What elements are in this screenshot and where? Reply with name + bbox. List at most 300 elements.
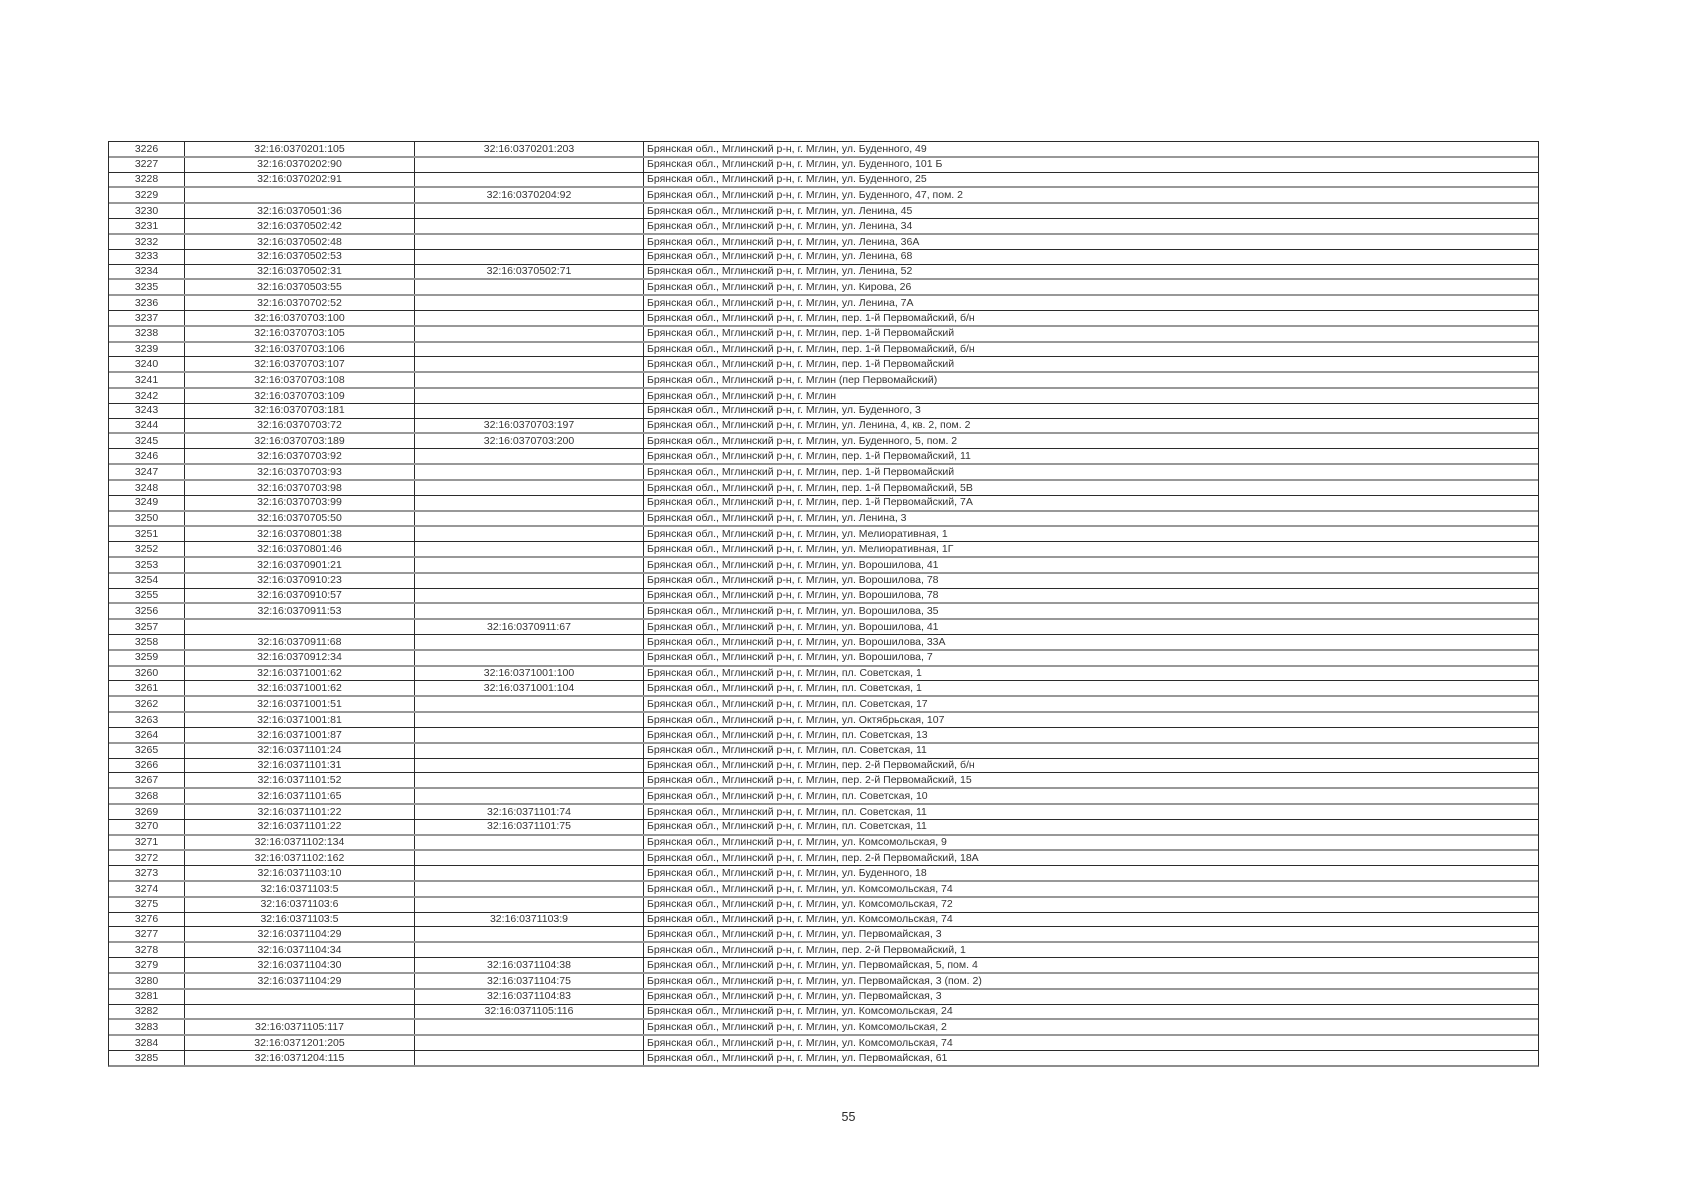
- cadastral-number-1-cell: 32:16:0371103:10: [184, 866, 414, 880]
- cadastral-number-1-cell: 32:16:0371101:24: [184, 744, 414, 758]
- table-row: [109, 371, 1538, 387]
- cadastral-number-1-cell: 32:16:0371105:117: [184, 1020, 414, 1034]
- row-number-cell: 3252: [134, 542, 159, 555]
- cadastral-number-1-cell: 32:16:0371001:87: [184, 728, 414, 742]
- cadastral-number-2-cell: [414, 574, 643, 588]
- cadastral-number-1-cell: 32:16:0370702:52: [184, 296, 414, 310]
- table-row: [109, 819, 1538, 834]
- address-cell: Брянская обл., Мглинский р-н, г. Мглин, ул. Комсомольская, 72: [643, 898, 1538, 912]
- table-row: [109, 310, 1538, 325]
- table-row: [109, 665, 1538, 681]
- cadastral-number-1-cell: 32:16:0370502:53: [184, 250, 414, 264]
- cadastral-number-2-cell: [414, 158, 643, 172]
- address-cell: Брянская обл., Мглинский р-н, г. Мглин, пл. Советская, 11: [643, 805, 1538, 819]
- table-row: [109, 957, 1538, 972]
- table-row: [109, 325, 1538, 341]
- address-cell: Брянская обл., Мглинский р-н, г. Мглин, пер. 1-й Первомайский: [643, 465, 1538, 479]
- table-row: [109, 602, 1538, 618]
- address-cell: Брянская обл., Мглинский р-н, г. Мглин, пл. Советская, 1: [643, 667, 1538, 681]
- row-number-cell: 3279: [134, 958, 159, 971]
- cadastral-number-1-cell: 32:16:0370502:42: [184, 219, 414, 233]
- cadastral-number-2-cell: [414, 898, 643, 912]
- table-row: [109, 463, 1538, 479]
- row-number-cell: 3237: [134, 311, 159, 324]
- cadastral-number-2-cell: [414, 651, 643, 665]
- table-row: [109, 912, 1538, 927]
- cadastral-number-2-cell: [414, 1020, 643, 1034]
- cadastral-number-2-cell: [414, 759, 643, 773]
- table-row: [109, 695, 1538, 711]
- address-cell: Брянская обл., Мглинский р-н, г. Мглин, ул. Комсомольская, 74: [643, 913, 1538, 927]
- table-row: [109, 742, 1538, 758]
- cadastral-number-2-cell: [414, 327, 643, 341]
- cadastral-number-1-cell: 32:16:0370202:91: [184, 173, 414, 187]
- row-number-cell: 3273: [134, 866, 159, 879]
- address-cell: Брянская обл., Мглинский р-н, г. Мглин (пер Первомайский): [643, 373, 1538, 387]
- row-number-cell: 3259: [134, 651, 159, 664]
- row-number-cell: 3265: [134, 744, 159, 757]
- row-number-cell: 3281: [134, 990, 159, 1003]
- row-number-cell: 3261: [134, 682, 159, 695]
- cadastral-number-1-cell: 32:16:0370703:99: [184, 496, 414, 510]
- cadastral-parcels-table: [108, 141, 1539, 1067]
- table-row: [109, 172, 1538, 187]
- address-cell: Брянская обл., Мглинский р-н, г. Мглин, ул. Ворошилова, 41: [643, 558, 1538, 572]
- row-number-cell: 3242: [134, 389, 159, 402]
- cadastral-number-2-cell: [414, 558, 643, 572]
- row-number-cell: 3255: [134, 589, 159, 602]
- row-number-cell: 3238: [134, 327, 159, 340]
- address-cell: Брянская обл., Мглинский р-н, г. Мглин, ул. Ворошилова, 33А: [643, 635, 1538, 649]
- table-row: [109, 142, 1538, 156]
- row-number-cell: 3248: [134, 481, 159, 494]
- cadastral-number-2-cell: [414, 512, 643, 526]
- table-row: [109, 1018, 1538, 1034]
- address-cell: Брянская обл., Мглинский р-н, г. Мглин, ул. Ворошилова, 78: [643, 589, 1538, 603]
- cadastral-number-1-cell: 32:16:0370703:93: [184, 465, 414, 479]
- row-number-cell: 3283: [134, 1020, 159, 1033]
- table-row: [109, 541, 1538, 556]
- row-number-cell: 3280: [134, 974, 159, 987]
- cadastral-number-1-cell: 32:16:0371104:34: [184, 943, 414, 957]
- table-row: [109, 588, 1538, 603]
- address-cell: Брянская обл., Мглинский р-н, г. Мглин, ул. Ленина, 68: [643, 250, 1538, 264]
- row-number-cell: 3250: [134, 512, 159, 525]
- page-number: 55: [841, 1110, 856, 1124]
- cadastral-number-2-cell: [414, 728, 643, 742]
- table-row: [109, 926, 1538, 941]
- table-row: [109, 727, 1538, 742]
- cadastral-number-2-cell: [414, 173, 643, 187]
- table-row: [109, 556, 1538, 572]
- cadastral-number-2-cell: [414, 1036, 643, 1050]
- address-cell: Брянская обл., Мглинский р-н, г. Мглин, ул. Комсомольская, 9: [643, 836, 1538, 850]
- row-number-cell: 3272: [134, 852, 159, 865]
- table-row: [109, 264, 1538, 279]
- cadastral-number-2-cell: 32:16:0371104:38: [414, 958, 643, 972]
- address-cell: Брянская обл., Мглинский р-н, г. Мглин, ул. Октябрьская, 107: [643, 713, 1538, 727]
- address-cell: Брянская обл., Мглинский р-н, г. Мглин, ул. Ворошилова, 41: [643, 620, 1538, 634]
- address-cell: Брянская обл., Мглинский р-н, г. Мглин, ул. Буденного, 5, пом. 2: [643, 434, 1538, 448]
- row-number-cell: 3247: [134, 465, 159, 478]
- row-number-cell: 3274: [134, 882, 159, 895]
- cadastral-number-1-cell: 32:16:0370801:46: [184, 542, 414, 556]
- cadastral-number-2-cell: [414, 481, 643, 495]
- row-number-cell: 3260: [134, 667, 159, 680]
- cadastral-number-1-cell: 32:16:0370703:72: [184, 419, 414, 433]
- address-cell: Брянская обл., Мглинский р-н, г. Мглин, пл. Советская, 11: [643, 820, 1538, 834]
- cadastral-number-2-cell: [414, 204, 643, 218]
- address-cell: Брянская обл., Мглинский р-н, г. Мглин, ул. Первомайская, 3: [643, 927, 1538, 941]
- cadastral-number-1-cell: 32:16:0370911:53: [184, 604, 414, 618]
- cadastral-number-1-cell: 32:16:0370202:90: [184, 158, 414, 172]
- cadastral-number-1-cell: 32:16:0371201:205: [184, 1036, 414, 1050]
- cadastral-number-1-cell: 32:16:0370910:23: [184, 574, 414, 588]
- cadastral-number-1-cell: 32:16:0371001:62: [184, 667, 414, 681]
- cadastral-number-1-cell: 32:16:0371101:52: [184, 773, 414, 787]
- table-row: [109, 941, 1538, 957]
- table-row: [109, 403, 1538, 418]
- table-row: [109, 849, 1538, 865]
- address-cell: Брянская обл., Мглинский р-н, г. Мглин, пл. Советская, 1: [643, 681, 1538, 695]
- cadastral-number-2-cell: [414, 389, 643, 403]
- address-cell: Брянская обл., Мглинский р-н, г. Мглин, ул. Буденного, 18: [643, 866, 1538, 880]
- row-number-cell: 3257: [134, 620, 159, 633]
- row-number-cell: 3249: [134, 496, 159, 509]
- cadastral-number-1-cell: 32:16:0370703:106: [184, 343, 414, 357]
- cadastral-number-2-cell: [414, 1051, 643, 1065]
- cadastral-number-2-cell: [414, 465, 643, 479]
- cadastral-number-2-cell: [414, 866, 643, 880]
- address-cell: Брянская обл., Мглинский р-н, г. Мглин, ул. Буденного, 49: [643, 142, 1538, 156]
- row-number-cell: 3282: [134, 1005, 159, 1018]
- cadastral-number-1-cell: 32:16:0370912:34: [184, 651, 414, 665]
- address-cell: Брянская обл., Мглинский р-н, г. Мглин, ул. Ворошилова, 7: [643, 651, 1538, 665]
- cadastral-number-1-cell: 32:16:0371001:81: [184, 713, 414, 727]
- cadastral-number-2-cell: [414, 373, 643, 387]
- cadastral-number-1-cell: 32:16:0371103:5: [184, 913, 414, 927]
- address-cell: Брянская обл., Мглинский р-н, г. Мглин, ул. Первомайская, 3: [643, 990, 1538, 1004]
- cadastral-number-1-cell: [184, 1005, 414, 1019]
- cadastral-number-1-cell: 32:16:0371104:30: [184, 958, 414, 972]
- cadastral-number-1-cell: 32:16:0371101:22: [184, 805, 414, 819]
- cadastral-number-1-cell: [184, 990, 414, 1004]
- row-number-cell: 3271: [134, 836, 159, 849]
- row-number-cell: 3241: [134, 373, 159, 386]
- row-number-cell: 3229: [134, 189, 159, 202]
- address-cell: Брянская обл., Мглинский р-н, г. Мглин, пер. 1-й Первомайский: [643, 357, 1538, 371]
- cadastral-number-1-cell: 32:16:0371103:5: [184, 882, 414, 896]
- table-row: [109, 711, 1538, 727]
- row-number-cell: 3233: [134, 250, 159, 263]
- row-number-cell: 3267: [134, 773, 159, 786]
- table-row: [109, 803, 1538, 819]
- address-cell: Брянская обл., Мглинский р-н, г. Мглин, ул. Мелиоративная, 1: [643, 527, 1538, 541]
- table-row: [109, 787, 1538, 803]
- row-number-cell: 3262: [134, 697, 159, 710]
- table-row: [109, 758, 1538, 773]
- address-cell: Брянская обл., Мглинский р-н, г. Мглин, ул. Ленина, 34: [643, 219, 1538, 233]
- address-cell: Брянская обл., Мглинский р-н, г. Мглин, ул. Ленина, 36А: [643, 235, 1538, 249]
- address-cell: Брянская обл., Мглинский р-н, г. Мглин, пер. 2-й Первомайский, 1: [643, 943, 1538, 957]
- cadastral-number-2-cell: 32:16:0371101:74: [414, 805, 643, 819]
- cadastral-number-2-cell: [414, 927, 643, 941]
- table-row: [109, 988, 1538, 1004]
- row-number-cell: 3244: [134, 419, 159, 432]
- address-cell: Брянская обл., Мглинский р-н, г. Мглин, ул. Буденного, 101 Б: [643, 158, 1538, 172]
- address-cell: Брянская обл., Мглинский р-н, г. Мглин: [643, 389, 1538, 403]
- table-row: [109, 294, 1538, 310]
- row-number-cell: 3254: [134, 574, 159, 587]
- cadastral-number-2-cell: 32:16:0371105:116: [414, 1005, 643, 1019]
- table-row: [109, 233, 1538, 249]
- address-cell: Брянская обл., Мглинский р-н, г. Мглин, пер. 1-й Первомайский, б/н: [643, 343, 1538, 357]
- cadastral-number-1-cell: 32:16:0371103:6: [184, 898, 414, 912]
- address-cell: Брянская обл., Мглинский р-н, г. Мглин, пер. 1-й Первомайский, 5В: [643, 481, 1538, 495]
- address-cell: Брянская обл., Мглинский р-н, г. Мглин, ул. Кирова, 26: [643, 280, 1538, 294]
- cadastral-number-2-cell: [414, 789, 643, 803]
- cadastral-number-1-cell: 32:16:0371204:115: [184, 1051, 414, 1065]
- cadastral-number-2-cell: [414, 250, 643, 264]
- cadastral-number-2-cell: 32:16:0370703:200: [414, 434, 643, 448]
- cadastral-number-1-cell: 32:16:0370201:105: [184, 142, 414, 156]
- address-cell: Брянская обл., Мглинский р-н, г. Мглин, ул. Ворошилова, 78: [643, 574, 1538, 588]
- address-cell: Брянская обл., Мглинский р-н, г. Мглин, ул. Комсомольская, 2: [643, 1020, 1538, 1034]
- row-number-cell: 3269: [134, 805, 159, 818]
- address-cell: Брянская обл., Мглинский р-н, г. Мглин, пл. Советская, 11: [643, 744, 1538, 758]
- table-row: [109, 387, 1538, 403]
- row-number-cell: 3226: [134, 142, 159, 155]
- cadastral-number-1-cell: 32:16:0370705:50: [184, 512, 414, 526]
- address-cell: Брянская обл., Мглинский р-н, г. Мглин, ул. Ворошилова, 35: [643, 604, 1538, 618]
- cadastral-number-2-cell: 32:16:0370703:197: [414, 419, 643, 433]
- cadastral-number-2-cell: [414, 943, 643, 957]
- cadastral-number-2-cell: [414, 311, 643, 325]
- cadastral-number-1-cell: 32:16:0370703:109: [184, 389, 414, 403]
- table-row: [109, 495, 1538, 510]
- row-number-cell: 3232: [134, 235, 159, 248]
- cadastral-number-1-cell: 32:16:0370703:108: [184, 373, 414, 387]
- table-row: [109, 972, 1538, 988]
- address-cell: Брянская обл., Мглинский р-н, г. Мглин, ул. Буденного, 3: [643, 404, 1538, 418]
- row-number-cell: 3230: [134, 204, 159, 217]
- address-cell: Брянская обл., Мглинский р-н, г. Мглин, пер. 1-й Первомайский, 7А: [643, 496, 1538, 510]
- table-row: [109, 525, 1538, 541]
- cadastral-number-1-cell: 32:16:0370703:181: [184, 404, 414, 418]
- row-number-cell: 3236: [134, 296, 159, 309]
- address-cell: Брянская обл., Мглинский р-н, г. Мглин, пер. 2-й Первомайский, 18А: [643, 851, 1538, 865]
- cadastral-number-1-cell: 32:16:0370703:189: [184, 434, 414, 448]
- table-row: [109, 1004, 1538, 1019]
- table-row: [109, 634, 1538, 649]
- cadastral-number-2-cell: [414, 604, 643, 618]
- row-number-cell: 3256: [134, 605, 159, 618]
- row-number-cell: 3235: [134, 280, 159, 293]
- cadastral-number-1-cell: 32:16:0370703:100: [184, 311, 414, 325]
- table-row: [109, 448, 1538, 463]
- row-number-cell: 3245: [134, 435, 159, 448]
- row-number-cell: 3285: [134, 1051, 159, 1064]
- table-row: [109, 880, 1538, 896]
- cadastral-number-2-cell: [414, 235, 643, 249]
- row-number-cell: 3251: [134, 527, 159, 540]
- cadastral-number-2-cell: [414, 496, 643, 510]
- cadastral-number-1-cell: 32:16:0370501:36: [184, 204, 414, 218]
- cadastral-number-1-cell: 32:16:0370703:92: [184, 449, 414, 463]
- cadastral-number-2-cell: 32:16:0371104:75: [414, 974, 643, 988]
- table-row: [109, 186, 1538, 202]
- address-cell: Брянская обл., Мглинский р-н, г. Мглин, ул. Первомайская, 3 (пом. 2): [643, 974, 1538, 988]
- cadastral-number-1-cell: 32:16:0370703:98: [184, 481, 414, 495]
- row-number-cell: 3268: [134, 789, 159, 802]
- table-row: [109, 356, 1538, 371]
- table-row: [109, 418, 1538, 433]
- address-cell: Брянская обл., Мглинский р-н, г. Мглин, пер. 1-й Первомайский, б/н: [643, 311, 1538, 325]
- cadastral-number-1-cell: 32:16:0371001:62: [184, 681, 414, 695]
- row-number-cell: 3275: [134, 898, 159, 911]
- table-row: [109, 896, 1538, 912]
- row-number-cell: 3239: [134, 343, 159, 356]
- table-row: [109, 772, 1538, 787]
- row-number-cell: 3227: [134, 158, 159, 171]
- address-cell: Брянская обл., Мглинский р-н, г. Мглин, ул. Комсомольская, 74: [643, 882, 1538, 896]
- row-number-cell: 3270: [134, 820, 159, 833]
- table-row: [109, 249, 1538, 264]
- cadastral-number-1-cell: 32:16:0371101:31: [184, 759, 414, 773]
- address-cell: Брянская обл., Мглинский р-н, г. Мглин, пер. 1-й Первомайский, 11: [643, 449, 1538, 463]
- address-cell: Брянская обл., Мглинский р-н, г. Мглин, пл. Советская, 17: [643, 697, 1538, 711]
- address-cell: Брянская обл., Мглинский р-н, г. Мглин, ул. Ленина, 52: [643, 265, 1538, 279]
- address-cell: Брянская обл., Мглинский р-н, г. Мглин, ул. Ленина, 4, кв. 2, пом. 2: [643, 419, 1538, 433]
- cadastral-number-2-cell: [414, 635, 643, 649]
- cadastral-number-2-cell: [414, 280, 643, 294]
- address-cell: Брянская обл., Мглинский р-н, г. Мглин, ул. Ленина, 7А: [643, 296, 1538, 310]
- cadastral-number-1-cell: 32:16:0370901:21: [184, 558, 414, 572]
- address-cell: Брянская обл., Мглинский р-н, г. Мглин, ул. Первомайская, 5, пом. 4: [643, 958, 1538, 972]
- address-cell: Брянская обл., Мглинский р-н, г. Мглин, ул. Комсомольская, 74: [643, 1036, 1538, 1050]
- cadastral-number-1-cell: 32:16:0370502:48: [184, 235, 414, 249]
- cadastral-number-2-cell: [414, 851, 643, 865]
- cadastral-number-1-cell: 32:16:0371102:134: [184, 836, 414, 850]
- table-row: [109, 572, 1538, 588]
- cadastral-number-1-cell: 32:16:0370910:57: [184, 589, 414, 603]
- table-row: [109, 649, 1538, 665]
- cadastral-number-2-cell: [414, 343, 643, 357]
- address-cell: Брянская обл., Мглинский р-н, г. Мглин, ул. Мелиоративная, 1Г: [643, 542, 1538, 556]
- table-row: [109, 278, 1538, 294]
- cadastral-number-1-cell: 32:16:0370911:68: [184, 635, 414, 649]
- cadastral-number-2-cell: [414, 357, 643, 371]
- row-number-cell: 3234: [134, 265, 159, 278]
- cadastral-number-1-cell: 32:16:0370703:105: [184, 327, 414, 341]
- row-number-cell: 3264: [134, 728, 159, 741]
- cadastral-number-1-cell: 32:16:0371101:22: [184, 820, 414, 834]
- address-cell: Брянская обл., Мглинский р-н, г. Мглин, пл. Советская, 10: [643, 789, 1538, 803]
- address-cell: Брянская обл., Мглинский р-н, г. Мглин, пер. 2-й Первомайский, б/н: [643, 759, 1538, 773]
- table-row: [109, 202, 1538, 218]
- cadastral-number-2-cell: [414, 527, 643, 541]
- cadastral-number-1-cell: 32:16:0370502:31: [184, 265, 414, 279]
- cadastral-number-2-cell: [414, 219, 643, 233]
- table-row: [109, 680, 1538, 695]
- row-number-cell: 3258: [134, 635, 159, 648]
- address-cell: Брянская обл., Мглинский р-н, г. Мглин, ул. Ленина, 45: [643, 204, 1538, 218]
- cadastral-number-2-cell: 32:16:0371001:100: [414, 667, 643, 681]
- row-number-cell: 3276: [134, 913, 159, 926]
- address-cell: Брянская обл., Мглинский р-н, г. Мглин, ул. Первомайская, 61: [643, 1051, 1538, 1065]
- cadastral-number-1-cell: 32:16:0371104:29: [184, 927, 414, 941]
- cadastral-number-2-cell: [414, 296, 643, 310]
- row-number-cell: 3253: [134, 558, 159, 571]
- row-number-cell: 3243: [134, 404, 159, 417]
- cadastral-number-1-cell: [184, 620, 414, 634]
- table-row: [109, 341, 1538, 357]
- cadastral-number-2-cell: 32:16:0371001:104: [414, 681, 643, 695]
- table-row: [109, 1034, 1538, 1050]
- cadastral-number-2-cell: 32:16:0370502:71: [414, 265, 643, 279]
- cadastral-number-2-cell: [414, 744, 643, 758]
- table-row: [109, 156, 1538, 172]
- cadastral-number-1-cell: 32:16:0370703:107: [184, 357, 414, 371]
- row-number-cell: 3240: [134, 358, 159, 371]
- row-number-cell: 3263: [134, 713, 159, 726]
- address-cell: Брянская обл., Мглинский р-н, г. Мглин, ул. Комсомольская, 24: [643, 1005, 1538, 1019]
- cadastral-number-2-cell: 32:16:0371101:75: [414, 820, 643, 834]
- address-cell: Брянская обл., Мглинский р-н, г. Мглин, пер. 2-й Первомайский, 15: [643, 773, 1538, 787]
- cadastral-number-1-cell: 32:16:0371001:51: [184, 697, 414, 711]
- cadastral-number-2-cell: 32:16:0370204:92: [414, 188, 643, 202]
- table-row: [109, 834, 1538, 850]
- table-row: [109, 479, 1538, 495]
- table-row: [109, 432, 1538, 448]
- cadastral-number-2-cell: [414, 589, 643, 603]
- cadastral-number-2-cell: [414, 542, 643, 556]
- cadastral-number-2-cell: 32:16:0371104:83: [414, 990, 643, 1004]
- table-row: [109, 1050, 1538, 1065]
- address-cell: Брянская обл., Мглинский р-н, г. Мглин, пл. Советская, 13: [643, 728, 1538, 742]
- cadastral-number-2-cell: [414, 836, 643, 850]
- cadastral-number-1-cell: 32:16:0370503:55: [184, 280, 414, 294]
- cadastral-number-2-cell: [414, 697, 643, 711]
- cadastral-number-1-cell: [184, 188, 414, 202]
- row-number-cell: 3266: [134, 759, 159, 772]
- row-number-cell: 3231: [134, 219, 159, 232]
- row-number-cell: 3277: [134, 928, 159, 941]
- table-row: [109, 618, 1538, 634]
- cadastral-number-1-cell: 32:16:0371101:65: [184, 789, 414, 803]
- cadastral-number-2-cell: [414, 882, 643, 896]
- table-row: [109, 865, 1538, 880]
- address-cell: Брянская обл., Мглинский р-н, г. Мглин, пер. 1-й Первомайский: [643, 327, 1538, 341]
- cadastral-number-2-cell: 32:16:0370911:67: [414, 620, 643, 634]
- table-row: [109, 510, 1538, 526]
- cadastral-number-1-cell: 32:16:0370801:38: [184, 527, 414, 541]
- row-number-cell: 3228: [134, 173, 159, 186]
- cadastral-number-1-cell: 32:16:0371104:29: [184, 974, 414, 988]
- row-number-cell: 3284: [134, 1036, 159, 1049]
- cadastral-number-2-cell: 32:16:0371103:9: [414, 913, 643, 927]
- row-number-cell: 3246: [134, 449, 159, 462]
- address-cell: Брянская обл., Мглинский р-н, г. Мглин, ул. Буденного, 47, пом. 2: [643, 188, 1538, 202]
- cadastral-number-2-cell: 32:16:0370201:203: [414, 142, 643, 156]
- address-cell: Брянская обл., Мглинский р-н, г. Мглин, ул. Ленина, 3: [643, 512, 1538, 526]
- cadastral-number-2-cell: [414, 404, 643, 418]
- cadastral-number-2-cell: [414, 449, 643, 463]
- cadastral-number-1-cell: 32:16:0371102:162: [184, 851, 414, 865]
- table-row: [109, 218, 1538, 233]
- cadastral-number-2-cell: [414, 773, 643, 787]
- row-number-cell: 3278: [134, 943, 159, 956]
